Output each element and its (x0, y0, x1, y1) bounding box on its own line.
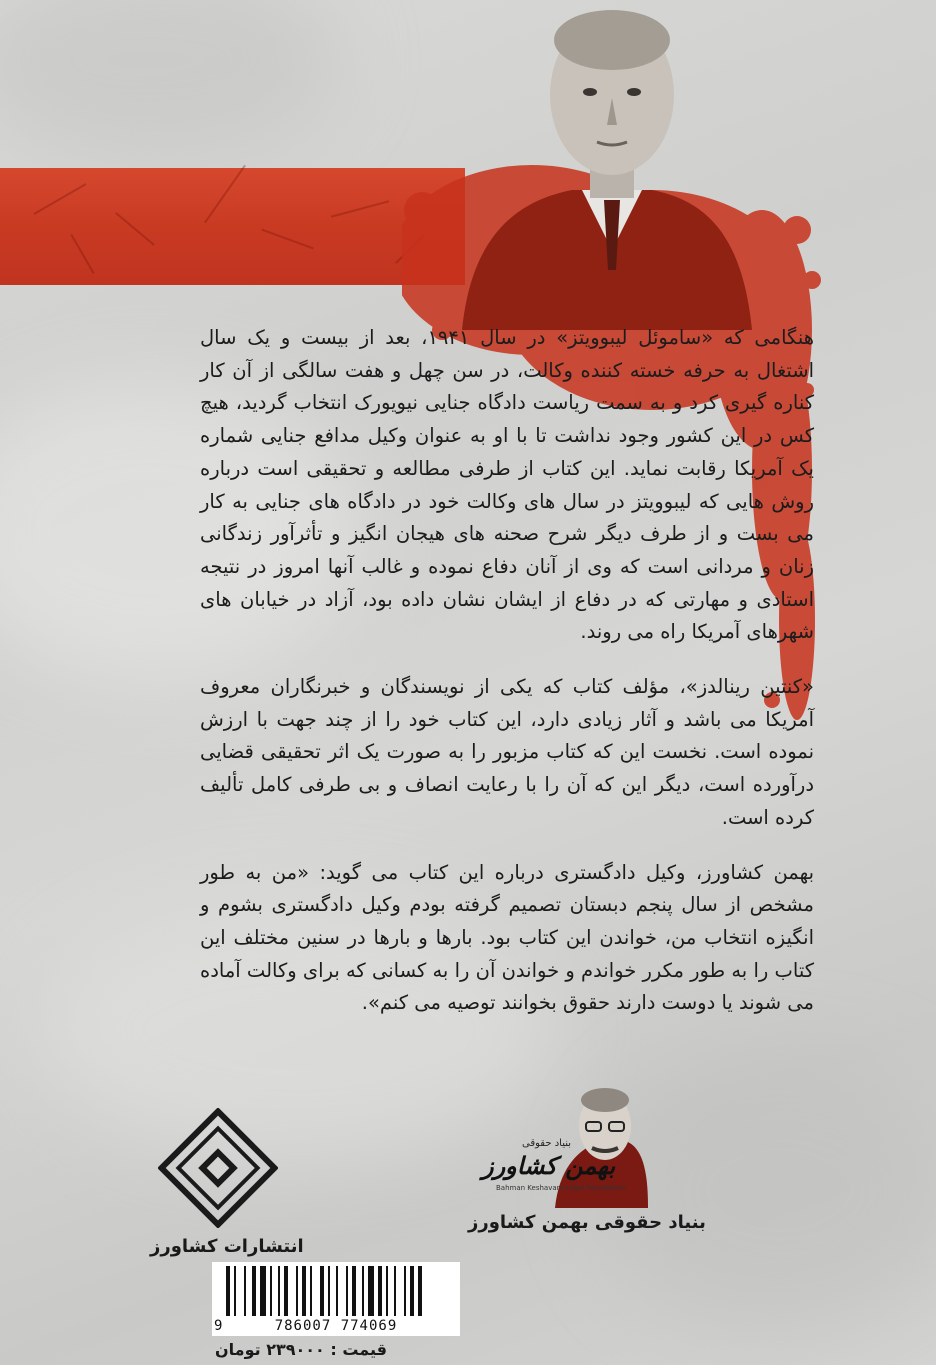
barcode-bar (302, 1266, 306, 1316)
back-cover-text (200, 322, 814, 1042)
barcode-bar (404, 1266, 406, 1316)
barcode-bar (410, 1266, 414, 1316)
barcode-bar (328, 1266, 330, 1316)
publisher-caption: انتشارات کشاورز (150, 1236, 304, 1257)
barcode-first-digit: 9 (214, 1318, 223, 1334)
foundation-logo-english: Bahman Keshavarz Legal Foundation (496, 1184, 626, 1192)
price-label: قیمت : ۲۳۹۰۰۰ تومان (215, 1340, 387, 1359)
foundation-logo-small-text: بنیاد حقوقی (522, 1138, 572, 1149)
barcode-bars (226, 1266, 452, 1316)
foundation-caption: بنیاد حقوقی بهمن کشاورز (468, 1212, 706, 1233)
paragraph-1: هنگامی که «ساموئل لیبوویتز» در سال ۱۹۴۱، بعد از بیست و یک سال اشتغال به حرفه خسته کننده وکالت، در سن چهل و هفت سالگی از آن کار کناره گیری کرد و به سمت ریاست دادگاه جنایی نیویورک انتخاب گردید، هیچ کس در این کشور وجود نداشت تا با او به عنوان وکیل مدافع جنایی شماره یک آمریکا رقابت نماید. این کتاب از طرفی مطالعه و تحقیقی است درباره روش هایی که لیبوویتز در سال های وکالت خود در دادگاه های جنایی به کار می بست و از طرف دیگر شرح صحنه های هیجان انگیز و تأثرآور زندگانی زنان و مردانی است که وی از آنان دفاع نموده و غالب آنها امروز در نتیجه استادی و مهارتی که در دفاع از ایشان نشان داده بود، آزاد در خیابان های شهرهای آمریکا راه می روند. (200, 326, 814, 644)
barcode-bar (346, 1266, 348, 1316)
background-texture (0, 0, 340, 160)
barcode-bar (362, 1266, 364, 1316)
barcode-bar (368, 1266, 374, 1316)
barcode-bar (394, 1266, 396, 1316)
publisher-logo-icon (158, 1108, 278, 1228)
paragraph-2: «کنتین رینالدز»، مؤلف کتاب که یکی از نویسندگان و خبرنگاران معروف آمریکا می باشد و آثار زیادی دارد، این کتاب خود را از چند جهت با ارزش نموده است. نخست این که کتاب مزبور را به صورت یک اثر تحقیقی قضایی درآورده است، دیگر این که آن را با رعایت انصاف و بی طرفی کامل تألیف کرده است. (200, 675, 814, 829)
foundation-logo-icon (460, 1078, 648, 1208)
barcode-bar (336, 1266, 338, 1316)
barcode-bar (310, 1266, 312, 1316)
barcode-bar (418, 1266, 422, 1316)
barcode-bar (234, 1266, 236, 1316)
barcode-bar (352, 1266, 356, 1316)
barcode-bar (260, 1266, 266, 1316)
red-title-band (0, 168, 465, 285)
barcode-number: 786007 774069 (274, 1318, 398, 1334)
barcode-icon (212, 1262, 460, 1336)
barcode-bar (378, 1266, 382, 1316)
barcode-bar (252, 1266, 256, 1316)
barcode-bar (226, 1266, 230, 1316)
paragraph-3: بهمن کشاورز، وکیل دادگستری درباره این کتاب می گوید: «من به طور مشخص از سال پنجم دبستان تصمیم گرفته بودم وکیل دادگستری بشوم و انگیزه انتخاب من، خواندن این کتاب بود. بارها و بارها در سنین مختلف این کتاب را به طور مکرر خواندم و خواندن آن را به کسانی که برای وکالت آماده می شوند یا دوست دارند حقوق بخوانند توصیه می کنم». (200, 860, 814, 1015)
barcode-bar (270, 1266, 272, 1316)
barcode-bar (386, 1266, 388, 1316)
barcode-bar (320, 1266, 324, 1316)
background-texture (600, 1050, 936, 1330)
foundation-logo-script: بهمن کشاورز (482, 1152, 616, 1180)
barcode-bar (278, 1266, 280, 1316)
barcode-bar (296, 1266, 298, 1316)
barcode-bar (244, 1266, 246, 1316)
barcode-bar (284, 1266, 288, 1316)
